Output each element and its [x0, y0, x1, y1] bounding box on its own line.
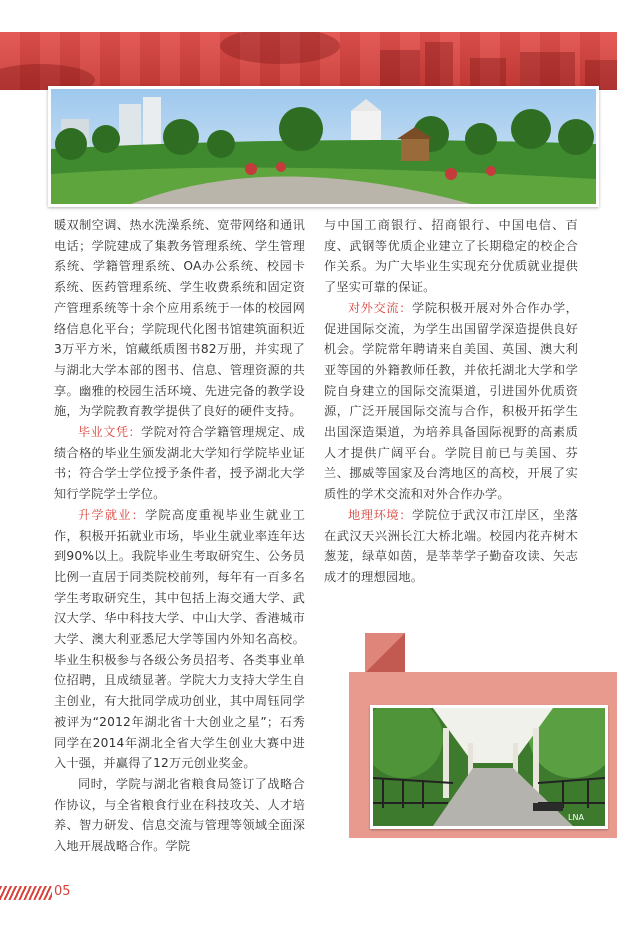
paragraph-diploma — [54, 422, 305, 505]
paragraph-exchange — [324, 298, 578, 505]
right-text-column — [324, 215, 578, 588]
decorative-stripes — [0, 886, 52, 900]
corridor-photo — [370, 705, 608, 829]
keyword-diploma: 毕业文凭： — [78, 425, 142, 440]
paragraph-employment — [54, 505, 305, 774]
keyword-employment: 升学就业： — [78, 507, 146, 522]
photo-watermark: LNA — [568, 813, 584, 822]
keyword-exchange: 对外交流： — [348, 300, 413, 315]
paragraph-location — [324, 505, 578, 588]
paragraph-facilities: 暖双制空调、热水洗澡系统、宽带网络和通讯电话；学院建成了集教务管理系统、学生管理系统、学籍管理系统、OA办公系统、校园卡系统、医药管理系统、学生收费系统和固定资产管理系统等十余个应用系统于一体的校园网络信息化平台；学院现代化图书馆建筑面积近3万平方米，馆藏纸质图书82万册，并实现了与湖北大学本部的图书、信息、管理资源的共享。幽雅的校园生活环境、先进完备的教学设施，为学院教育教学提供了良好的硬件支持。 — [54, 218, 305, 419]
diploma-text: 学院对符合学籍管理规定、成绩合格的毕业生颁发湖北大学知行学院毕业证书；符合学士学位授予条件者，授予湖北大学知行学院学士学位。 — [54, 425, 305, 502]
page-number: 05 — [54, 884, 71, 899]
corridor-scene — [373, 708, 605, 826]
left-text-column — [54, 215, 305, 857]
campus-panorama-photo — [48, 86, 599, 207]
keyword-location: 地理环境： — [348, 507, 413, 522]
building-silhouette — [0, 32, 617, 90]
paragraph-cooperation: 同时，学院与湖北省粮食局签订了战略合作协议，与全省粮食行业在科技攻关、人才培养、智力研发、信息交流与管理等领域全面深入地开展战略合作。学院 — [54, 776, 305, 854]
location-text: 学院位于武汉市江岸区，坐落在武汉天兴洲长江大桥北端。校园内花卉树木葱茏，绿草如茵，是莘莘学子勤奋攻读、矢志成才的理想园地。 — [324, 507, 579, 584]
campus-scene — [51, 89, 596, 204]
paragraph-enterprise: 与中国工商银行、招商银行、中国电信、百度、武钢等优质企业建立了长期稳定的校企合作关系。为广大毕业生实现充分优质就业提供了坚实可靠的保证。 — [324, 218, 578, 295]
ribbon-fold — [365, 633, 405, 673]
top-red-banner — [0, 32, 617, 90]
exchange-text: 学院积极开展对外合作办学，促进国际交流，为学生出国留学深造提供良好机会。学院常年聘请来自美国、英国、澳大利亚等国的外籍教师任教，并依托湖北大学和学院自身建立的国际交流渠道，引进国外优质资源，广泛开展国际交流与合作，积极开拓学生出国深造渠道，为培养具备国际视野的高素质人才提供广阔平台。学院目前已与美国、芬兰、挪威等国家及台湾地区的高校，开展了实质性的学术交流和对外合作办学。 — [324, 300, 579, 502]
employment-text: 学院高度重视毕业生就业工作，积极开拓就业市场，毕业生就业率连年达到90%以上。我院毕业生考取研究生、公务员比例一直居于同类院校前列，每年有一百多名学生考取研究生，其中包括上海交通大学、武汉大学、华中科技大学、中山大学、香港城市大学、澳大利亚悉尼大学等国内外知名高校。毕业生积极参与各级公务员招考、各类事业单位招聘，且成绩显著。学院大力支持大学生自主创业，有大批同学成功创业，其中周钰同学被评为“2012年湖北省十大创业之星”；石秀同学在2014年湖北全省大学生创业大赛中进入十强，并赢得了12万元创业奖金。 — [54, 507, 306, 771]
